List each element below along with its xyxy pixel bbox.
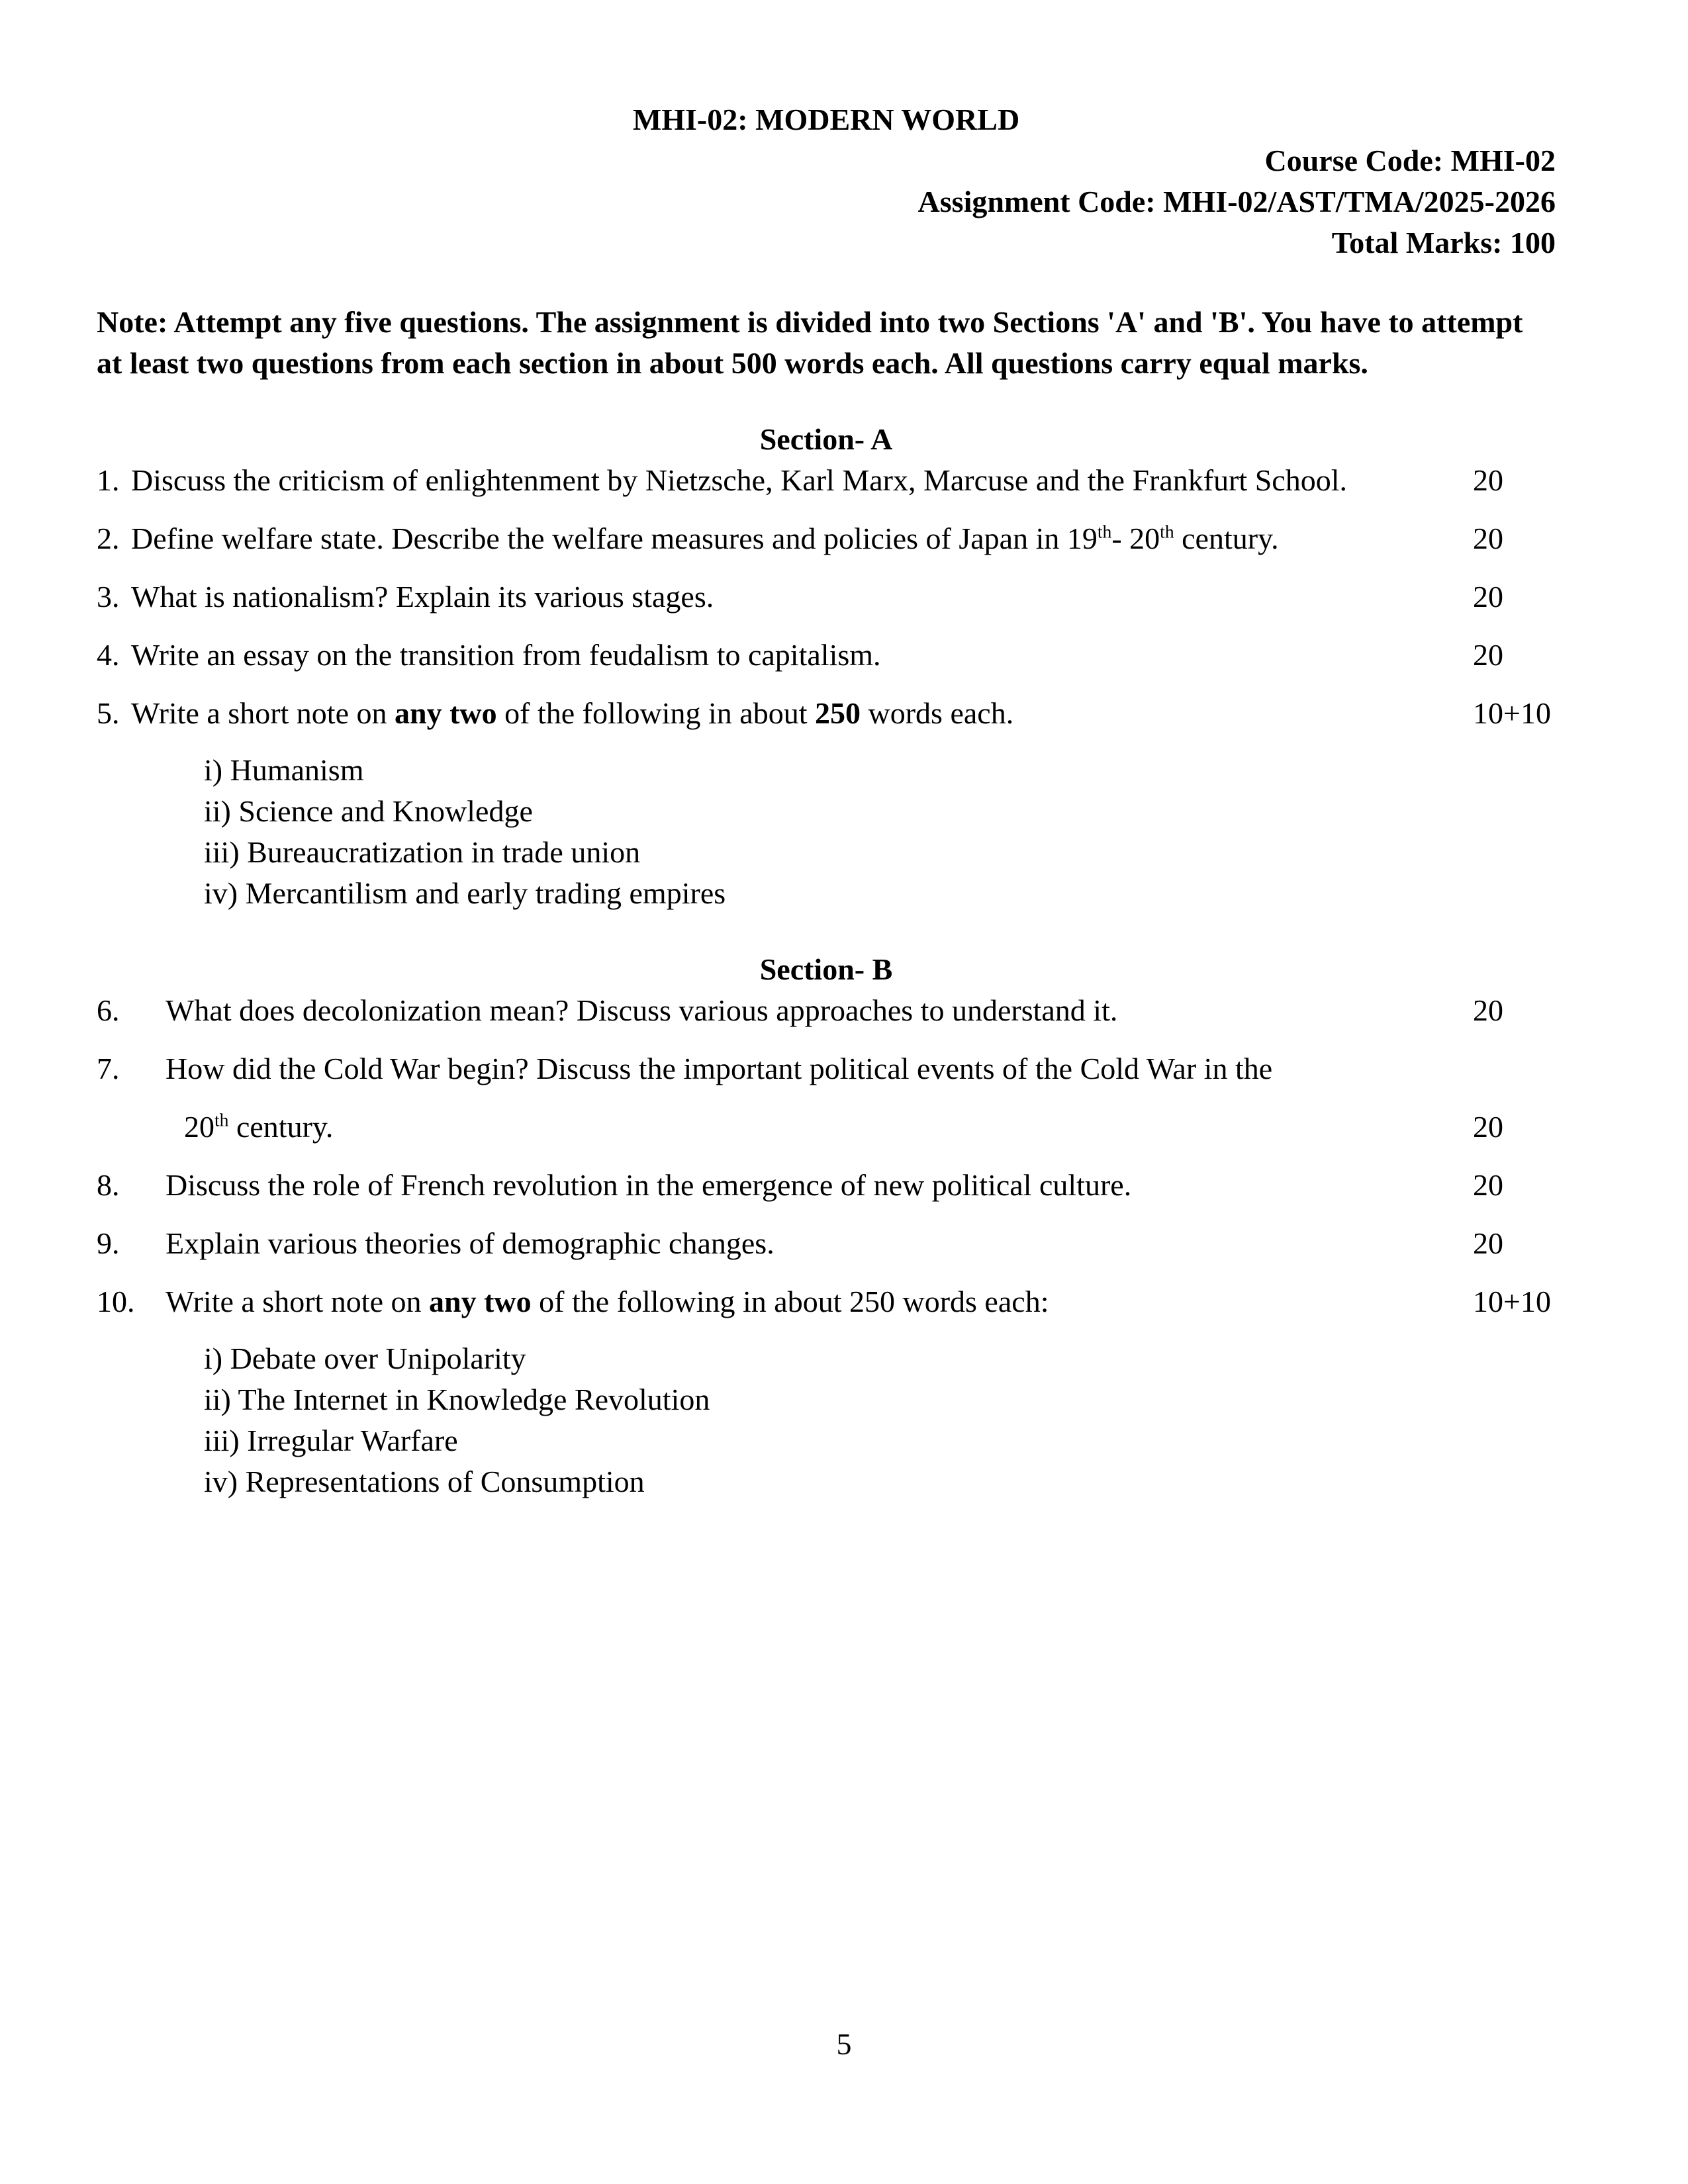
question-row: [97, 518, 1556, 559]
subquestion: i) Humanism: [204, 753, 364, 788]
question-number: 5.: [97, 696, 120, 731]
question-marks: 20: [1473, 1109, 1503, 1144]
question-number: 10.: [97, 1285, 135, 1319]
course-code-line: Course Code: MHI-02: [1264, 144, 1556, 178]
question-number: 2.: [97, 521, 120, 555]
question-row: [97, 1165, 1556, 1206]
question-text: What is nationalism? Explain its various stages.: [131, 579, 714, 614]
question-text: Discuss the criticism of enlightenment by Nietzsche, Karl Marx, Marcuse and the Frankfurt School.: [131, 463, 1347, 497]
question-text: Write a short note on any two of the following in about 250 words each:: [165, 1285, 1049, 1319]
question-number: 3.: [97, 579, 120, 614]
subquestion: ii) Science and Knowledge: [204, 794, 533, 829]
assignment-code-line: Assignment Code: MHI-02/AST/TMA/2025-2026: [917, 185, 1556, 219]
question-marks: 20: [1473, 579, 1503, 614]
header-meta-block: [97, 140, 1556, 263]
question-row: [97, 990, 1556, 1031]
subquestion-list: [204, 1338, 1556, 1502]
question-row: [97, 1048, 1556, 1089]
subquestion: iii) Bureaucratization in trade union: [204, 835, 641, 870]
question-row-continuation: [97, 1107, 1556, 1148]
question-marks: 20: [1473, 521, 1503, 555]
section-b: [97, 990, 1556, 1503]
subquestion: i) Debate over Unipolarity: [204, 1342, 526, 1376]
question-row: [97, 635, 1556, 676]
question-marks: 10+10: [1473, 1285, 1551, 1319]
question-row: [97, 1223, 1556, 1264]
question-marks: 20: [1473, 463, 1503, 497]
question-number: 7.: [97, 1051, 120, 1085]
subquestion: iii) Irregular Warfare: [204, 1424, 458, 1458]
subquestion: iv) Representations of Consumption: [204, 1465, 645, 1499]
question-text: What does decolonization mean? Discuss various approaches to understand it.: [165, 993, 1118, 1027]
subquestion: iv) Mercantilism and early trading empires: [204, 876, 726, 911]
note-text: Note: Attempt any five questions. The assignment is divided into two Sections 'A' and 'B'. You have to attempt at least two questions from each section in about 500 words each. All questions carry equal marks.: [97, 305, 1523, 381]
question-marks: 20: [1473, 637, 1503, 672]
subquestion: ii) The Internet in Knowledge Revolution: [204, 1383, 710, 1417]
question-text: Explain various theories of demographic changes.: [165, 1226, 774, 1260]
question-number: 8.: [97, 1167, 120, 1202]
question-marks: 10+10: [1473, 696, 1551, 731]
question-row: [97, 576, 1556, 617]
page-number: 5: [836, 2026, 852, 2061]
question-text: Write an essay on the transition from feudalism to capitalism.: [131, 637, 881, 672]
total-marks-line: Total Marks: 100: [1331, 226, 1556, 260]
question-number: 6.: [97, 993, 120, 1027]
question-text: Write a short note on any two of the following in about 250 words each.: [131, 696, 1014, 731]
section-a-heading: Section- A: [759, 422, 893, 456]
question-marks: 20: [1473, 1226, 1503, 1260]
question-text: How did the Cold War begin? Discuss the important political events of the Cold War in the: [165, 1051, 1273, 1085]
question-text: Discuss the role of French revolution in the emergence of new political culture.: [165, 1167, 1132, 1202]
question-row: [97, 693, 1556, 734]
question-number: 1.: [97, 463, 120, 497]
question-number: 9.: [97, 1226, 120, 1260]
document-title: MHI-02: MODERN WORLD: [632, 103, 1020, 136]
section-b-heading: Section- B: [759, 952, 893, 986]
question-text: 20th century.: [184, 1109, 334, 1144]
section-a: [97, 460, 1556, 915]
question-row: [97, 1281, 1556, 1322]
subquestion-list: [204, 750, 1556, 914]
question-text: Define welfare state. Describe the welfare measures and policies of Japan in 19th- 20th century.: [131, 521, 1279, 555]
question-row: [97, 460, 1556, 501]
question-marks: 20: [1473, 993, 1503, 1027]
question-marks: 20: [1473, 1167, 1503, 1202]
question-number: 4.: [97, 637, 120, 672]
